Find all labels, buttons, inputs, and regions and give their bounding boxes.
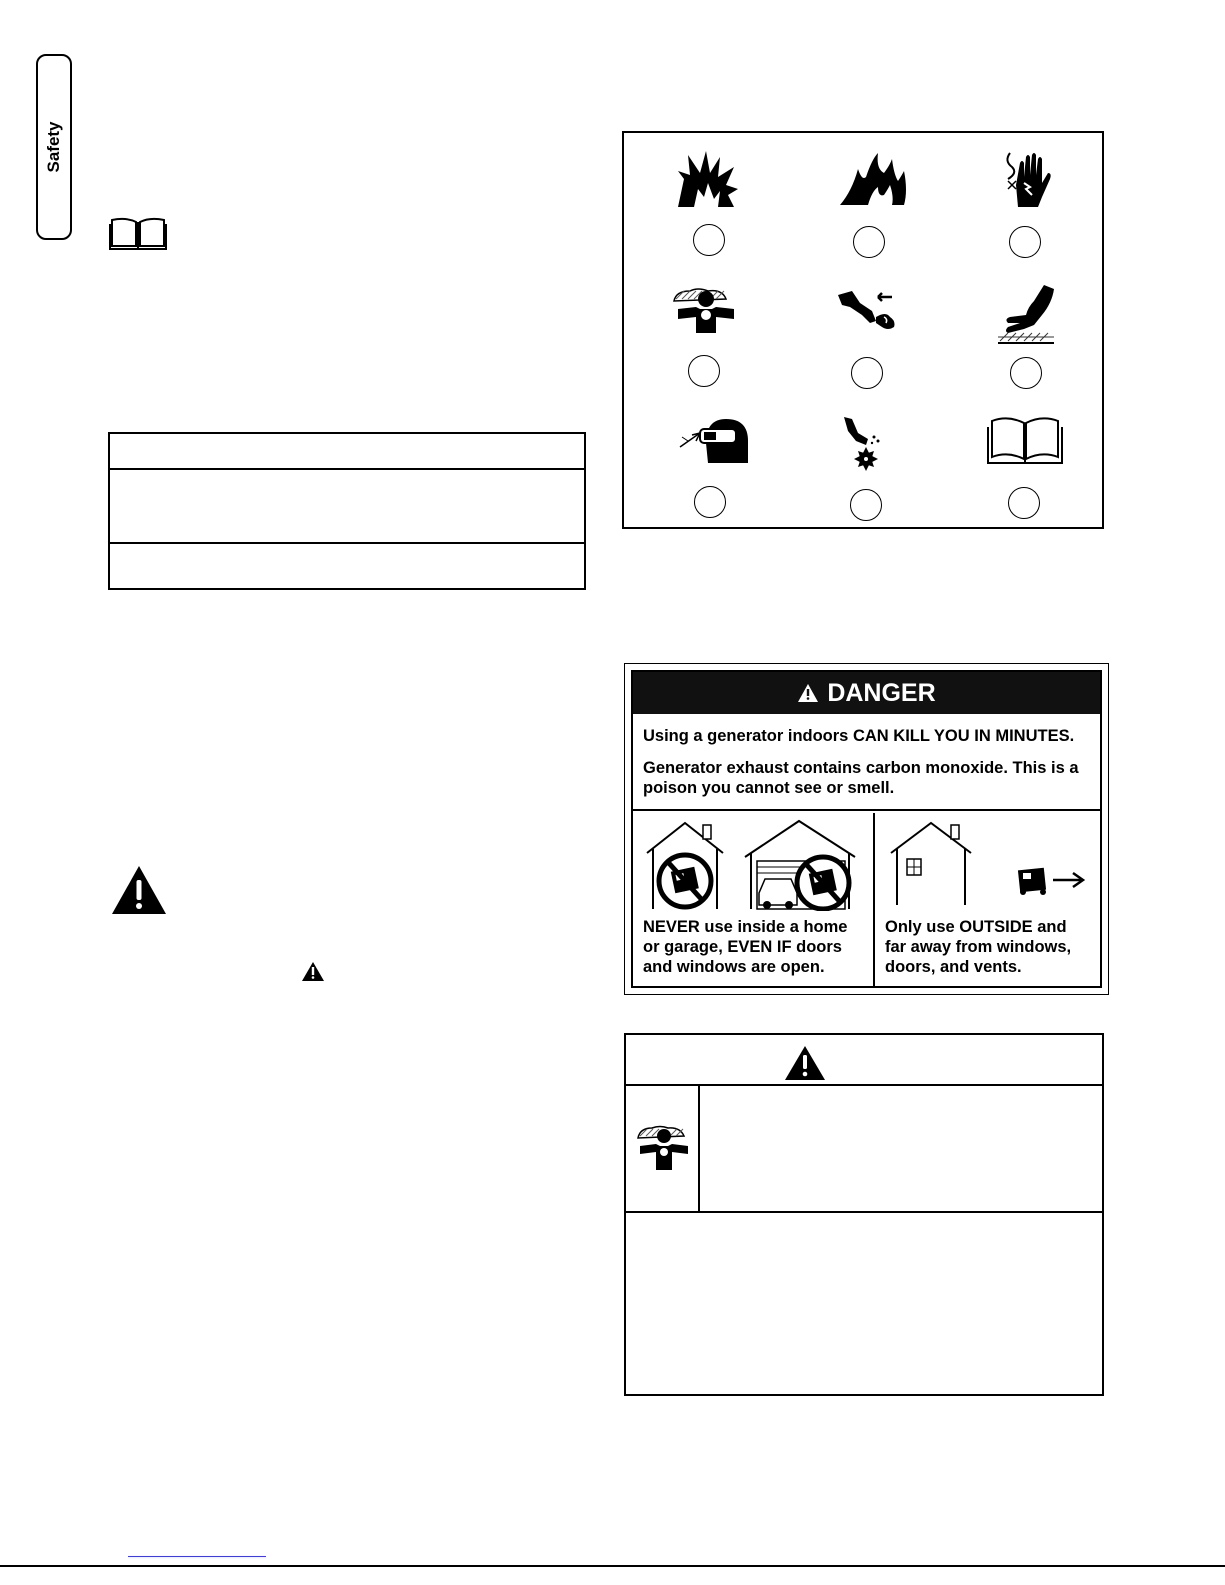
table-row [110, 434, 584, 470]
hazard-callout-circle [1009, 226, 1041, 258]
hot-surface-icon [994, 283, 1060, 345]
side-tab-label: Safety [44, 121, 63, 173]
danger-line-1: Using a generator indoors CAN KILL YOU IN MINUTES. [643, 727, 1075, 745]
moving-parts-icon [838, 415, 896, 473]
hazard-callout-circle [1010, 357, 1042, 389]
danger-title: DANGER [827, 678, 936, 707]
warning-divider [626, 1211, 1102, 1213]
side-tab-safety [36, 54, 72, 240]
danger-alert-icon [797, 683, 819, 703]
explosion-icon [674, 149, 740, 209]
hazard-callout-circle [693, 224, 725, 256]
electric-shock-icon [1002, 149, 1052, 209]
eye-protection-icon [678, 415, 752, 467]
toxic-fumes-icon [636, 1124, 692, 1172]
generator-outside-arrow-icon [1015, 863, 1087, 897]
hazard-callout-circle [688, 355, 720, 387]
hazard-callout-circle [694, 486, 726, 518]
toxic-fumes-icon [670, 285, 740, 335]
hazard-callout-circle [851, 357, 883, 389]
hazard-callout-circle [853, 226, 885, 258]
kickback-icon [836, 287, 900, 333]
safety-alert-icon [110, 864, 168, 916]
danger-header [633, 672, 1100, 714]
safety-alert-small-icon [301, 961, 325, 982]
danger-label [624, 663, 1109, 995]
danger-never-indoors-panel [633, 813, 875, 986]
hazard-callout-circle [850, 489, 882, 521]
outside-only-caption: Only use OUTSIDE and far away from windows, doors, and vents. [885, 918, 1072, 976]
danger-outside-only-panel [875, 813, 1100, 986]
fire-icon [838, 151, 908, 207]
house-no-generator-icon [643, 819, 733, 911]
danger-message [633, 714, 1100, 811]
warning-alert-icon [784, 1045, 826, 1081]
read-manual-icon [986, 415, 1064, 467]
warning-carbon-monoxide-box [624, 1033, 1104, 1396]
warning-header [626, 1035, 1102, 1086]
footer-rule [0, 1565, 1225, 1567]
never-indoors-caption: NEVER use inside a home or garage, EVEN IF doors and windows are open. [643, 918, 848, 976]
table-row [110, 470, 584, 544]
manual-book-icon [108, 216, 168, 252]
hazard-symbols-box [622, 131, 1104, 529]
signal-word-table [108, 432, 586, 590]
danger-line-2: Generator exhaust contains carbon monoxide. This is a poison you cannot see or smell. [643, 759, 1079, 797]
garage-no-generator-icon [743, 817, 859, 911]
footer-link-underline[interactable] [128, 1556, 266, 1557]
hazard-callout-circle [1008, 487, 1040, 519]
warning-icon-cell [626, 1086, 700, 1211]
house-outside-icon [887, 819, 981, 907]
